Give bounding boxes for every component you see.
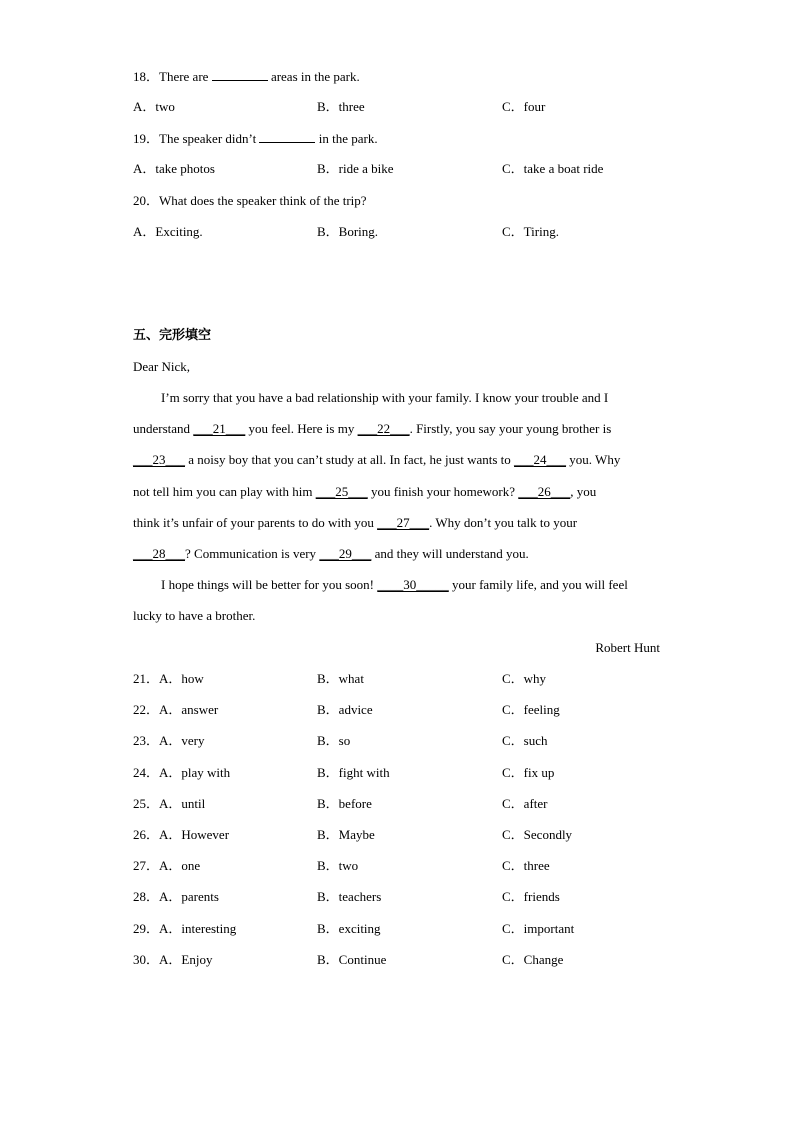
option-c: C．Change xyxy=(502,952,564,967)
option-a: 23．A．very xyxy=(133,733,205,748)
letter-text: . Why don’t you talk to your xyxy=(429,515,578,530)
option-a: A．Exciting. xyxy=(133,224,203,239)
letter-line: I’m sorry that you have a bad relationship with your family. I know your trouble and I xyxy=(161,390,609,405)
option-b: B．Maybe xyxy=(317,827,375,842)
option-b: B．Continue xyxy=(317,952,387,967)
option-c: C．take a boat ride xyxy=(502,161,604,176)
option-a: 27．A．one xyxy=(133,858,201,873)
letter-text: . Firstly, you say your young brother is xyxy=(409,421,612,436)
question-19 xyxy=(133,130,378,147)
letter-line xyxy=(133,452,661,468)
letter-line xyxy=(133,577,661,593)
option-b: B．two xyxy=(317,858,359,873)
option-b: B．exciting xyxy=(317,921,381,936)
options-22 xyxy=(133,702,663,718)
option-a: A．take photos xyxy=(133,161,215,176)
letter-text: you feel. Here is my xyxy=(245,421,358,436)
question-20: 20．What does the speaker think of the trip? xyxy=(133,193,367,208)
letter-text: you. Why xyxy=(566,452,621,467)
answer-blank xyxy=(259,130,315,143)
letter-text: not tell him you can play with him xyxy=(133,484,316,499)
options-28 xyxy=(133,889,663,905)
option-c: C．Secondly xyxy=(502,827,573,842)
letter-signature: Robert Hunt xyxy=(595,640,660,655)
letter-text: ? Communication is very xyxy=(185,546,320,561)
options-20 xyxy=(133,224,663,240)
option-b: B．what xyxy=(317,671,364,686)
letter-line xyxy=(133,515,661,531)
option-c: C．fix up xyxy=(502,765,555,780)
options-29 xyxy=(133,921,663,937)
letter-line xyxy=(133,546,661,562)
option-c: C．Tiring. xyxy=(502,224,559,239)
options-26 xyxy=(133,827,663,843)
blank-27: ___27___ xyxy=(377,515,430,530)
letter-text: a noisy boy that you can’t study at all. In fact, he just wants to xyxy=(185,452,515,467)
options-30 xyxy=(133,952,663,968)
option-b: B．three xyxy=(317,99,365,114)
option-a: 24．A．play with xyxy=(133,765,231,780)
options-24 xyxy=(133,765,663,781)
option-a: 28．A．parents xyxy=(133,889,219,904)
option-a: 29．A．interesting xyxy=(133,921,237,936)
option-c: C．feeling xyxy=(502,702,560,717)
option-b: B．Boring. xyxy=(317,224,379,239)
question-18 xyxy=(133,68,360,85)
option-c: C．important xyxy=(502,921,575,936)
options-21 xyxy=(133,671,663,687)
option-a: 21．A．how xyxy=(133,671,204,686)
letter-text: , you xyxy=(570,484,597,499)
option-a: 25．A．until xyxy=(133,796,206,811)
options-27 xyxy=(133,858,663,874)
letter-salutation: Dear Nick, xyxy=(133,359,191,374)
letter-text: you finish your homework? xyxy=(367,484,519,499)
letter-text: your family life, and you will feel xyxy=(448,577,628,592)
option-b: B．fight with xyxy=(317,765,390,780)
option-a: 22．A．answer xyxy=(133,702,219,717)
option-c: C．four xyxy=(502,99,546,114)
blank-22: ___22___ xyxy=(357,421,410,436)
letter-text: understand xyxy=(133,421,194,436)
options-23 xyxy=(133,733,663,749)
letter-text: and they will understand you. xyxy=(371,546,529,561)
option-c: C．three xyxy=(502,858,550,873)
blank-21: ___21___ xyxy=(193,421,246,436)
option-b: B．advice xyxy=(317,702,373,717)
options-19 xyxy=(133,161,663,177)
blank-26: ___26___ xyxy=(518,484,571,499)
options-18 xyxy=(133,99,663,115)
option-c: C．such xyxy=(502,733,548,748)
question-text: in the park. xyxy=(318,131,378,146)
option-c: C．friends xyxy=(502,889,560,904)
letter-text: think it’s unfair of your parents to do with you xyxy=(133,515,378,530)
blank-25: ___25___ xyxy=(315,484,368,499)
option-a: A．two xyxy=(133,99,175,114)
section-title: 五、完形填空 xyxy=(133,328,212,343)
blank-28: ___28___ xyxy=(133,546,185,561)
question-text: 18．There are xyxy=(133,69,209,84)
blank-23: ___23___ xyxy=(133,452,185,467)
option-b: B．before xyxy=(317,796,372,811)
blank-24: ___24___ xyxy=(514,452,567,467)
option-a: 30．A．Enjoy xyxy=(133,952,213,967)
question-text: areas in the park. xyxy=(270,69,360,84)
option-b: B．so xyxy=(317,733,351,748)
option-c: C．why xyxy=(502,671,547,686)
letter-text: I hope things will be better for you soon! xyxy=(161,577,378,592)
option-a: 26．A．However xyxy=(133,827,230,842)
option-b: B．teachers xyxy=(317,889,382,904)
question-text: 19．The speaker didn’t xyxy=(133,131,257,146)
option-b: B．ride a bike xyxy=(317,161,394,176)
option-c: C．after xyxy=(502,796,548,811)
blank-29: ___29___ xyxy=(319,546,372,561)
letter-line: lucky to have a brother. xyxy=(133,608,256,623)
options-25 xyxy=(133,796,663,812)
answer-blank xyxy=(212,68,268,81)
letter-line xyxy=(133,421,661,437)
letter-line xyxy=(133,484,661,500)
blank-30: ____30_____ xyxy=(377,577,449,592)
